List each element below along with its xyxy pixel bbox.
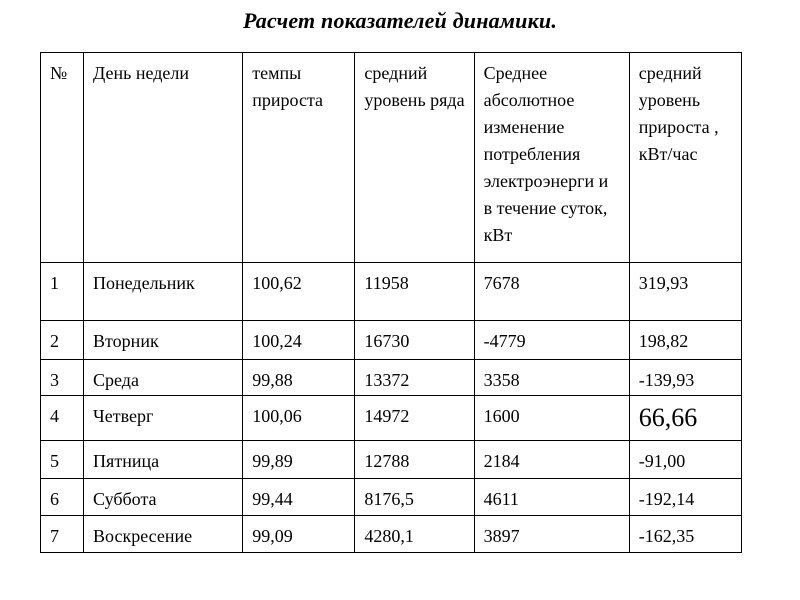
- table-body: [41, 263, 742, 553]
- cell-weekday: Воскресение: [84, 516, 243, 553]
- cell-weekday: Пятница: [84, 441, 243, 479]
- header-average-absolute-change: Среднее абсолютное изменение потребления электроэнерги и в течение суток, кВт: [474, 53, 629, 263]
- cell-weekday: Суббота: [84, 479, 243, 516]
- cell-average-absolute-change: 2184: [474, 441, 629, 479]
- cell-average-absolute-change: 3358: [474, 360, 629, 396]
- header-number: №: [41, 53, 84, 263]
- cell-average-absolute-change: 1600: [474, 396, 629, 441]
- table-header: [41, 53, 742, 263]
- cell-growth-rate: 99,88: [243, 360, 355, 396]
- header-growth-rate: темпы прироста: [243, 53, 355, 263]
- cell-average-level: 11958: [355, 263, 474, 321]
- cell-average-level: 8176,5: [355, 479, 474, 516]
- cell-number: 5: [41, 441, 84, 479]
- cell-growth-rate: 99,09: [243, 516, 355, 553]
- cell-growth-rate: 99,89: [243, 441, 355, 479]
- header-average-growth-level: средний уровень прироста , кВт/час: [629, 53, 741, 263]
- cell-average-absolute-change: -4779: [474, 321, 629, 360]
- header-row: [41, 53, 742, 263]
- cell-number: 2: [41, 321, 84, 360]
- table-row: [41, 396, 742, 441]
- cell-weekday: Вторник: [84, 321, 243, 360]
- cell-weekday: Среда: [84, 360, 243, 396]
- cell-number: 3: [41, 360, 84, 396]
- cell-growth-rate: 100,62: [243, 263, 355, 321]
- cell-average-growth-level: -162,35: [629, 516, 741, 553]
- cell-average-absolute-change: 7678: [474, 263, 629, 321]
- cell-weekday: Понедельник: [84, 263, 243, 321]
- cell-growth-rate: 99,44: [243, 479, 355, 516]
- table-row: [41, 479, 742, 516]
- table-row: [41, 321, 742, 360]
- cell-average-growth-level: -91,00: [629, 441, 741, 479]
- cell-average-growth-level: 198,82: [629, 321, 741, 360]
- page-title: Расчет показателей динамики.: [242, 8, 558, 33]
- cell-average-level: 4280,1: [355, 516, 474, 553]
- cell-number: 7: [41, 516, 84, 553]
- cell-average-growth-level: -139,93: [629, 360, 741, 396]
- cell-average-level: 16730: [355, 321, 474, 360]
- cell-number: 6: [41, 479, 84, 516]
- cell-weekday: Четверг: [84, 396, 243, 441]
- cell-growth-rate: 100,24: [243, 321, 355, 360]
- cell-number: 1: [41, 263, 84, 321]
- table-row: [41, 441, 742, 479]
- dynamics-table: [40, 52, 742, 553]
- header-weekday: День недели: [84, 53, 243, 263]
- cell-average-absolute-change: 3897: [474, 516, 629, 553]
- table-row: [41, 360, 742, 396]
- cell-average-growth-level: -192,14: [629, 479, 741, 516]
- cell-growth-rate: 100,06: [243, 396, 355, 441]
- cell-average-absolute-change: 4611: [474, 479, 629, 516]
- cell-average-level: 14972: [355, 396, 474, 441]
- header-average-level: средний уровень ряда: [355, 53, 474, 263]
- cell-number: 4: [41, 396, 84, 441]
- cell-average-level: 12788: [355, 441, 474, 479]
- table-row: [41, 516, 742, 553]
- cell-average-level: 13372: [355, 360, 474, 396]
- cell-average-growth-level: 319,93: [629, 263, 741, 321]
- cell-average-growth-level: 66,66: [629, 396, 741, 441]
- table-row: [41, 263, 742, 321]
